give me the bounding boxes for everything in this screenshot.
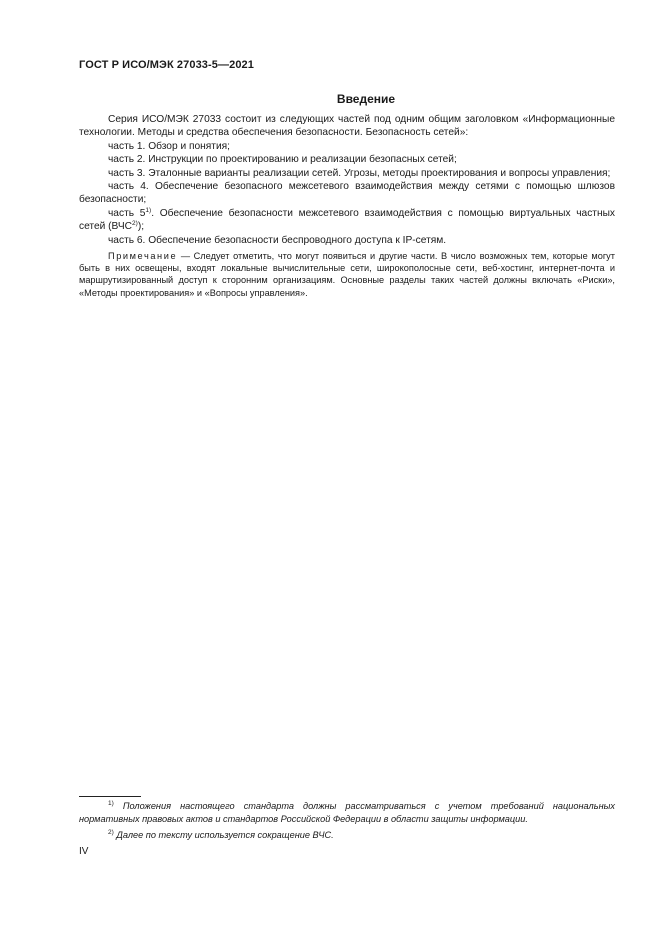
footnotes bbox=[79, 800, 615, 842]
introduction-body bbox=[79, 113, 615, 299]
part-5-tail: ); bbox=[137, 221, 145, 233]
part-4-item: часть 4. Обеспечение безопасного межсетевого взаимодействия между сетями с помощью шлюзов безопасности; bbox=[79, 181, 615, 206]
note-paragraph bbox=[79, 250, 615, 299]
footnote-1 bbox=[79, 800, 615, 826]
footnote-1-text: Положения настоящего стандарта должны рассматриваться с учетом требований национальных нормативных правовых актов и стандартов Российской Федерации в области защиты информации. bbox=[79, 801, 615, 824]
note-label: Примечание bbox=[108, 251, 178, 262]
part-2-item: часть 2. Инструкции по проектированию и реализации безопасных сетей; bbox=[108, 154, 457, 166]
part-6-item: часть 6. Обеспечение безопасности беспроводного доступа к IP-сетям. bbox=[108, 234, 447, 246]
part-5-lead: часть 5 bbox=[108, 207, 146, 219]
footnote-2-mark: 2) bbox=[108, 829, 114, 836]
note-text: — Следует отметить, что могут появиться и другие части. В число возможных тем, которые могут быть в них освещены, входят локальные вычислительные сети, широкополосные сети, веб-хостинг, интернет-почта и маршрутизированный доступ к сторонним организациям. Основные разделы таких частей должны включать «Риски», «Методы проектирования» и «Вопросы управления». bbox=[79, 251, 615, 298]
standard-header: ГОСТ Р ИСО/МЭК 27033-5—2021 bbox=[79, 59, 254, 71]
part-1-item: часть 1. Обзор и понятия; bbox=[108, 140, 231, 152]
footnote-ref-2: 2) bbox=[132, 220, 138, 228]
footnote-separator bbox=[79, 796, 141, 797]
intro-paragraph: Серия ИСО/МЭК 27033 состоит из следующих частей под одним общим заголовком «Информационные технологии. Методы и средства обеспечения безопасности. Безопасность сетей»: bbox=[79, 114, 615, 139]
part-5-item bbox=[79, 207, 615, 234]
section-title: Введение bbox=[336, 92, 396, 106]
footnote-ref-1: 1) bbox=[145, 206, 152, 214]
footnote-2-text: Далее по тексту используется сокращение ВЧС. bbox=[116, 830, 334, 840]
page-number: IV bbox=[79, 846, 89, 857]
part-5-text: . Обеспечение безопасности межсетевого взаимодействия с помощью виртуальных частных сетей (ВЧС bbox=[79, 207, 615, 233]
footnote-1-mark: 1) bbox=[108, 800, 114, 807]
footnote-2 bbox=[79, 829, 615, 842]
part-3-item: часть 3. Эталонные варианты реализации сетей. Угрозы, методы проектирования и вопросы управления; bbox=[108, 167, 611, 179]
